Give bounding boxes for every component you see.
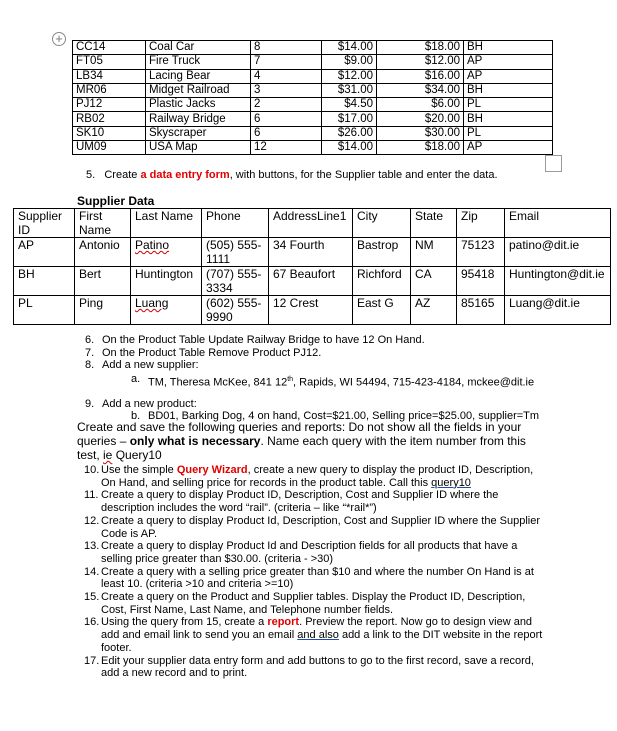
cell-price: $6.00	[377, 98, 464, 112]
query-number: 16.	[84, 616, 100, 629]
item-5	[86, 169, 498, 181]
query-text-pre: Using the query from 15, create a	[101, 616, 268, 629]
header-supplier-id: Supplier ID	[14, 209, 75, 238]
query-number: 17.	[84, 654, 100, 667]
query-item-14	[84, 566, 550, 591]
product-row	[73, 112, 553, 126]
cell-last-name	[131, 238, 202, 267]
cell-cost: $14.00	[322, 141, 377, 155]
cell-city: Bastrop	[353, 238, 411, 267]
query-text: Edit your supplier data entry form and add buttons to go to the first record, save a record, add a new record and to print.	[101, 654, 534, 680]
cell-first-name: Antonio	[75, 238, 131, 267]
product-row	[73, 55, 553, 69]
query-item-11	[84, 489, 550, 514]
table-resize-handle-icon[interactable]	[545, 155, 562, 172]
cell-state: CA	[411, 267, 457, 296]
cell-description: Plastic Jacks	[146, 98, 251, 112]
item-5-number: 5.	[86, 169, 96, 181]
item-8a-post: , Rapids, WI 54494, 715-423-4184, mckee@dit.ie	[293, 376, 535, 389]
query-number: 13.	[84, 540, 100, 553]
header-phone: Phone	[202, 209, 269, 238]
cell-price: $18.00	[377, 41, 464, 55]
supplier-header-row	[14, 209, 611, 238]
query-item-10	[84, 464, 550, 489]
cell-product-id: UM09	[73, 141, 146, 155]
last-name-text: Luang	[135, 296, 169, 310]
cell-supplier-id: PL	[14, 296, 75, 325]
item-6-text: On the Product Table Update Railway Bridge to have 12 On Hand.	[102, 334, 425, 346]
cell-state: AZ	[411, 296, 457, 325]
item-5-text-pre: Create	[104, 169, 141, 181]
header-first-name: First Name	[75, 209, 131, 238]
item-7-text: On the Product Table Remove Product PJ12.	[102, 347, 322, 359]
cell-description: Railway Bridge	[146, 112, 251, 126]
query10-link[interactable]: query10	[431, 476, 471, 489]
product-row	[73, 126, 553, 140]
intro-mid: . Name each query with the item number from this test,	[77, 434, 526, 462]
query-text: Create a query to display Product Id, Description, Cost and Supplier ID where the Supplier Code is AP.	[101, 514, 541, 540]
cell-address: 12 Crest	[269, 296, 353, 325]
cell-phone: (602) 555-9990	[202, 296, 269, 325]
item-9b-label: b.	[131, 410, 141, 422]
query-wizard-highlight: Query Wizard	[176, 464, 248, 476]
header-email: Email	[505, 209, 611, 238]
cell-email: Huntington@dit.ie	[505, 267, 611, 296]
last-name-text: Patino	[135, 238, 170, 252]
cell-price: $12.00	[377, 55, 464, 69]
supplier-row	[14, 296, 611, 325]
cell-description: Coal Car	[146, 41, 251, 55]
supplier-row	[14, 267, 611, 296]
item-5-text-post: , with buttons, for the Supplier table and enter the data.	[229, 169, 498, 181]
query-item-15	[84, 591, 550, 616]
cell-cost: $4.50	[322, 98, 377, 112]
product-row	[73, 83, 553, 97]
cell-on-hand: 2	[251, 98, 322, 112]
cell-cost: $26.00	[322, 126, 377, 140]
cell-product-id: PJ12	[73, 98, 146, 112]
cell-email: patino@dit.ie	[505, 238, 611, 267]
query-item-13	[84, 540, 550, 565]
cell-city: Richford	[353, 267, 411, 296]
and-also-flag: and also	[297, 629, 339, 642]
intro-ie: ie	[103, 448, 113, 462]
intro-post: Query10	[112, 448, 162, 462]
cell-phone: (707) 555-3334	[202, 267, 269, 296]
cell-description: USA Map	[146, 141, 251, 155]
product-row	[73, 98, 553, 112]
query-text: Create a query to display Product ID, Description, Cost and Supplier ID where the description includes the word “rail”. (criteria – like “*rail*”)	[101, 489, 499, 515]
cell-on-hand: 12	[251, 141, 322, 155]
query-text-post: . Preview the report. Now go to design view and add and email link to send you an email	[101, 616, 533, 642]
cell-on-hand: 3	[251, 83, 322, 97]
cell-cost: $12.00	[322, 69, 377, 83]
supplier-row	[14, 238, 611, 267]
cell-product-id: MR06	[73, 83, 146, 97]
cell-supplier: BH	[464, 112, 553, 126]
query-text: Create a query on the Product and Supplier tables. Display the Product ID, Description, Cost, First Name, Last Name, and Telephone number fields.	[101, 591, 526, 616]
cell-supplier: PL	[464, 126, 553, 140]
query-text-pre: Use the simple	[101, 464, 177, 476]
supplier-table	[13, 208, 611, 325]
item-9b-text: BD01, Barking Dog, 4 on hand, Cost=$21.00, Selling price=$25.00, supplier=Tm	[148, 410, 540, 422]
cell-description: Skyscraper	[146, 126, 251, 140]
header-last-name: Last Name	[131, 209, 202, 238]
cell-state: NM	[411, 238, 457, 267]
cell-address: 34 Fourth	[269, 238, 353, 267]
item-8a-sup: th	[287, 376, 294, 383]
cell-description: Lacing Bear	[146, 69, 251, 83]
cell-on-hand: 6	[251, 112, 322, 126]
cell-email: Luang@dit.ie	[505, 296, 611, 325]
item-8a-text	[148, 373, 534, 390]
cell-supplier: PL	[464, 98, 553, 112]
cell-supplier: BH	[464, 41, 553, 55]
cell-on-hand: 7	[251, 55, 322, 69]
report-highlight: report	[267, 616, 300, 629]
cell-last-name: Huntington	[131, 267, 202, 296]
query-item-16	[84, 616, 550, 654]
cell-product-id: SK10	[73, 126, 146, 140]
cell-supplier: AP	[464, 69, 553, 83]
item-8-number: 8.	[85, 359, 95, 371]
query-text-post2: add a link to the DIT website in the report footer.	[101, 629, 543, 654]
product-row	[73, 69, 553, 83]
cell-supplier: AP	[464, 141, 553, 155]
cell-price: $30.00	[377, 126, 464, 140]
cell-cost: $14.00	[322, 41, 377, 55]
cell-cost: $17.00	[322, 112, 377, 126]
query-item-17	[84, 655, 550, 680]
queries-intro	[77, 420, 547, 462]
item-5-highlight: a data entry form	[140, 169, 230, 181]
query-number: 10.	[84, 464, 100, 476]
cell-last-name	[131, 296, 202, 325]
cell-on-hand: 8	[251, 41, 322, 55]
cell-price: $20.00	[377, 112, 464, 126]
cell-supplier: AP	[464, 55, 553, 69]
intro-pre: Create and save the following queries and reports: Do not show all the fields in your queries –	[77, 420, 522, 448]
cell-cost: $31.00	[322, 83, 377, 97]
header-address: AddressLine1	[269, 209, 353, 238]
header-state: State	[411, 209, 457, 238]
table-move-handle-icon[interactable]: +	[52, 32, 66, 46]
product-row	[73, 41, 553, 55]
cell-description: Fire Truck	[146, 55, 251, 69]
intro-bold: only what is necessary	[129, 434, 261, 448]
cell-supplier-id: BH	[14, 267, 75, 296]
cell-description: Midget Railroad	[146, 83, 251, 97]
query-text-post: , create a new query to display the product ID, Description, On Hand, and selling price for records in the product table. Call this	[101, 464, 534, 489]
item-6-number: 6.	[85, 334, 95, 346]
query-number: 14.	[84, 565, 100, 578]
cell-price: $16.00	[377, 69, 464, 83]
cell-cost: $9.00	[322, 55, 377, 69]
header-zip: Zip	[457, 209, 505, 238]
cell-product-id: CC14	[73, 41, 146, 55]
item-8a-pre: TM, Theresa McKee, 841 12	[148, 376, 288, 389]
query-number: 15.	[84, 591, 100, 604]
cell-supplier-id: AP	[14, 238, 75, 267]
cell-zip: 85165	[457, 296, 505, 325]
cell-city: East G	[353, 296, 411, 325]
query-number: 11.	[84, 489, 99, 502]
cell-on-hand: 6	[251, 126, 322, 140]
product-row	[73, 141, 553, 155]
query-text: Create a query with a selling price greater than $10 and where the number On Hand is at least 10. (criteria >10 and criteria >=10)	[101, 565, 534, 591]
cell-first-name: Bert	[75, 267, 131, 296]
supplier-data-title: Supplier Data	[77, 194, 155, 208]
product-table	[72, 40, 553, 155]
cell-product-id: RB02	[73, 112, 146, 126]
cell-product-id: FT05	[73, 55, 146, 69]
cell-supplier: BH	[464, 83, 553, 97]
query-number: 12.	[84, 514, 100, 527]
query-text: Create a query to display Product Id and Description fields for all products that have a selling price greater than $30.00. (criteria - >30)	[101, 540, 518, 565]
cell-first-name: Ping	[75, 296, 131, 325]
cell-on-hand: 4	[251, 69, 322, 83]
cell-price: $18.00	[377, 141, 464, 155]
item-9-number: 9.	[85, 398, 95, 410]
item-8-text: Add a new supplier:	[102, 359, 199, 371]
query-list	[84, 464, 550, 680]
item-8a-label: a.	[131, 373, 141, 385]
cell-address: 67 Beaufort	[269, 267, 353, 296]
cell-phone: (505) 555-1111	[202, 238, 269, 267]
cell-product-id: LB34	[73, 69, 146, 83]
cell-zip: 75123	[457, 238, 505, 267]
item-7-number: 7.	[85, 347, 95, 359]
item-9-text: Add a new product:	[102, 398, 197, 410]
header-city: City	[353, 209, 411, 238]
cell-zip: 95418	[457, 267, 505, 296]
query-item-12	[84, 515, 550, 540]
cell-price: $34.00	[377, 83, 464, 97]
